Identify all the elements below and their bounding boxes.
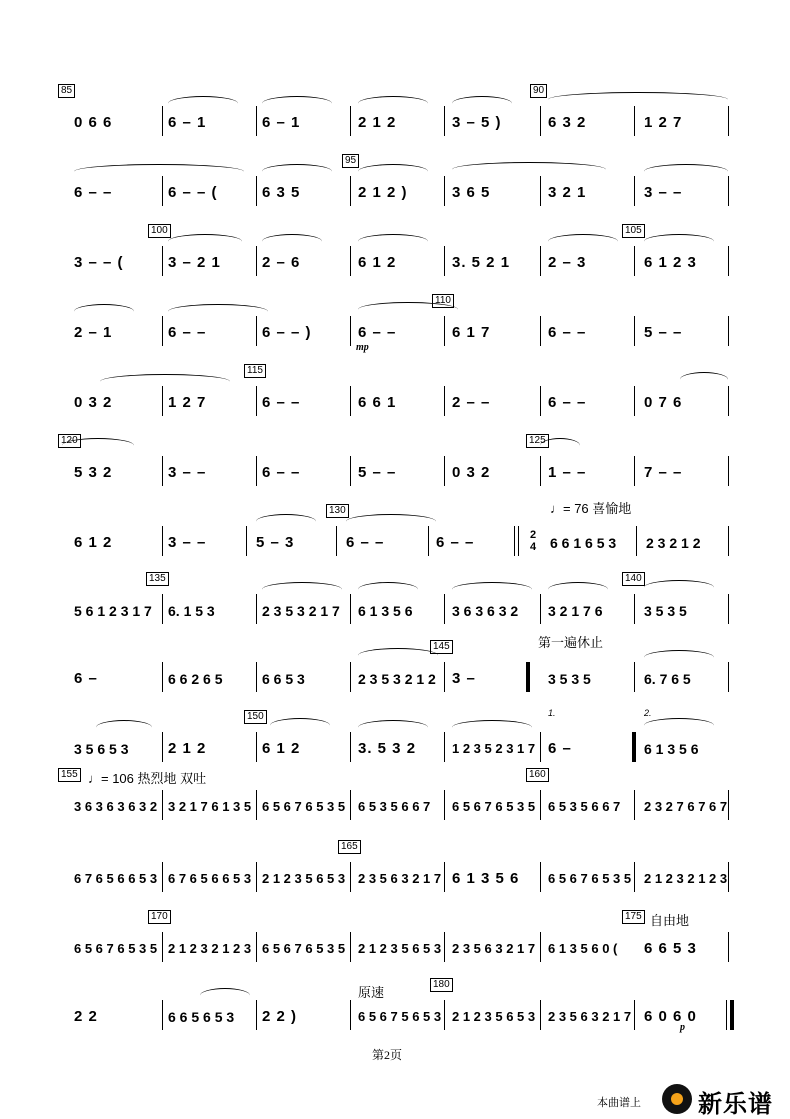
measure: 3. 5 2 1 (452, 254, 511, 271)
slur (452, 162, 606, 177)
measure-number: 95 (342, 154, 359, 168)
measure-number: 160 (526, 768, 549, 782)
barline (636, 526, 637, 556)
section-annotation: 第一遍休止 (538, 635, 604, 650)
measure: 6 – – (262, 394, 301, 411)
barline (540, 106, 541, 136)
measure: 6 5 6 7 6 5 3 5 (548, 871, 632, 886)
measure: 6 6 5 6 5 3 (168, 1009, 235, 1025)
dynamic-marking: p (680, 1022, 685, 1033)
measure: 6 5 3 5 6 6 7 (548, 799, 621, 814)
measure: 6 5 6 7 6 5 3 5 (74, 941, 158, 956)
slur (644, 718, 714, 733)
measure: 3 2 1 7 6 (548, 603, 603, 619)
barline (728, 790, 729, 820)
measure: 1 2 7 (168, 394, 207, 411)
barline (256, 862, 257, 892)
barline (256, 732, 257, 762)
barline (162, 176, 163, 206)
measure: 7 – – (644, 464, 683, 481)
slur (452, 582, 532, 597)
measure: 6. 1 5 3 (168, 603, 215, 619)
barline (728, 456, 729, 486)
measure: 5 3 2 (74, 464, 113, 481)
slur (644, 650, 714, 665)
measure-number: 120 (58, 434, 81, 448)
measure: 6 – – (358, 324, 397, 341)
measure: 0 7 6 (644, 394, 683, 411)
barline (728, 662, 729, 692)
barline (256, 1000, 257, 1030)
barline (728, 862, 729, 892)
barline (728, 594, 729, 624)
score-row-6 (0, 434, 790, 494)
barline (350, 932, 351, 962)
barline (634, 662, 635, 692)
barline (350, 790, 351, 820)
measure: 3 – – (168, 464, 207, 481)
barline (162, 386, 163, 416)
measure: 3 6 5 (452, 184, 491, 201)
measure: 1 2 3 5 2 3 1 7 (452, 741, 536, 756)
slur (548, 92, 728, 107)
time-signature-top: 2 (530, 529, 537, 541)
measure: 2 – 3 (548, 254, 587, 271)
final-barline-thin (726, 1000, 727, 1030)
barline (444, 316, 445, 346)
volta-2: 2. (644, 708, 652, 718)
barline (162, 862, 163, 892)
measure: 6 7 6 5 6 6 5 3 (74, 871, 158, 886)
barline (540, 932, 541, 962)
measure: 2 1 2 (168, 740, 207, 757)
barline (634, 1000, 635, 1030)
score-row-8 (0, 572, 790, 632)
measure: 3 – – ( (74, 254, 124, 271)
measure: 6 6 2 6 5 (168, 671, 223, 687)
measure: 3 5 3 5 (548, 671, 591, 687)
barline (540, 176, 541, 206)
measure: 2 1 2 3 5 6 5 3 (358, 941, 442, 956)
measure: 6. 7 6 5 (644, 671, 691, 687)
score-row-12 (0, 840, 790, 900)
measure-number: 100 (148, 224, 171, 238)
barline (444, 790, 445, 820)
slur (358, 582, 418, 597)
measure: 3 6 3 6 3 6 3 2 (74, 799, 158, 814)
measure: 6 1 3 5 6 0 ( (548, 941, 618, 956)
barline (634, 386, 635, 416)
barline (162, 246, 163, 276)
barline (444, 246, 445, 276)
barline (540, 594, 541, 624)
barline (162, 790, 163, 820)
measure: 5 6 1 2 3 1 7 (74, 603, 152, 619)
measure: 2 1 2 (358, 114, 397, 131)
barline (246, 526, 247, 556)
barline (444, 456, 445, 486)
measure-number: 135 (146, 572, 169, 586)
barline (350, 246, 351, 276)
measure-number: 130 (326, 504, 349, 518)
barline (728, 106, 729, 136)
barline (634, 456, 635, 486)
measure: 6 – – (74, 184, 113, 201)
score-row-9 (0, 635, 790, 700)
repeat-start-barline (526, 662, 530, 692)
barline (634, 246, 635, 276)
measure: 2 1 2 3 2 1 2 3 (168, 941, 252, 956)
slur (168, 96, 238, 111)
measure-number: 85 (58, 84, 75, 98)
measure: 6 1 3 5 6 (358, 603, 413, 619)
vinyl-record-logo-icon (662, 1084, 692, 1114)
measure: 6 3 5 (262, 184, 301, 201)
measure: 6 0 6 0 (644, 1008, 697, 1025)
measure-number: 175 (622, 910, 645, 924)
barline (634, 106, 635, 136)
slur (262, 582, 342, 597)
measure: 5 – 3 (256, 534, 295, 551)
slur (168, 234, 242, 249)
barline (540, 386, 541, 416)
slur (452, 720, 532, 735)
measure: 6 5 6 7 5 6 5 3 (358, 1009, 442, 1024)
score-row-13 (0, 910, 790, 970)
barline (350, 456, 351, 486)
measure: 3 – – (168, 534, 207, 551)
measure: 3 5 6 5 3 (74, 741, 129, 757)
slur (262, 96, 332, 111)
barline (162, 106, 163, 136)
slur (680, 372, 728, 387)
measure: 6 1 7 (452, 324, 491, 341)
barline (162, 594, 163, 624)
barline (540, 1000, 541, 1030)
measure: 6 6 5 3 (262, 671, 305, 687)
barline (350, 1000, 351, 1030)
slur (358, 720, 428, 735)
tempo-annotation: 原速 (358, 985, 385, 1000)
slur (452, 96, 512, 111)
slur (256, 514, 316, 529)
measure: 2 1 2 3 2 1 2 3 (644, 871, 728, 886)
barline (162, 1000, 163, 1030)
barline (540, 862, 541, 892)
slur (644, 580, 714, 595)
barline (634, 790, 635, 820)
measure: 6 1 2 (358, 254, 397, 271)
barline (634, 862, 635, 892)
measure: 0 6 6 (74, 114, 113, 131)
barline (728, 176, 729, 206)
slur (548, 234, 618, 249)
measure: 3 5 3 5 (644, 603, 687, 619)
measure: 2 – 1 (74, 324, 113, 341)
barline (428, 526, 429, 556)
barline (728, 526, 729, 556)
slur (644, 164, 728, 179)
expression-annotation: 自由地 (650, 913, 690, 928)
barline (350, 862, 351, 892)
dynamic-marking: mp (356, 342, 369, 353)
measure: 6 1 2 (74, 534, 113, 551)
slur (262, 234, 322, 249)
slur (358, 234, 428, 249)
measure: 2 3 5 3 2 1 2 (358, 671, 436, 687)
score-row-11 (0, 768, 790, 828)
barline (444, 662, 445, 692)
repeat-end-barline (632, 732, 636, 762)
barline (444, 932, 445, 962)
measure: 6 – (548, 740, 572, 757)
page-number: 第2页 (372, 1048, 403, 1062)
measure-number: 90 (530, 84, 547, 98)
barline (634, 176, 635, 206)
measure-number: 155 (58, 768, 81, 782)
slur (168, 304, 268, 319)
measure: 2 3 5 6 3 2 1 7 (452, 941, 536, 956)
measure: 0 3 2 (74, 394, 113, 411)
measure: 2 1 2 ) (358, 184, 408, 201)
slur (644, 234, 714, 249)
measure: 6 – 1 (262, 114, 301, 131)
barline (444, 862, 445, 892)
measure: 6 – – (262, 464, 301, 481)
measure: 6 – – ) (262, 324, 312, 341)
measure: 6 3 2 (548, 114, 587, 131)
barline (518, 526, 519, 556)
measure: 6 – (74, 670, 98, 687)
measure: 5 – – (644, 324, 683, 341)
barline (444, 1000, 445, 1030)
slur (358, 648, 438, 663)
score-row-2 (0, 154, 790, 214)
measure: 2 1 2 3 5 6 5 3 (262, 871, 346, 886)
barline (256, 932, 257, 962)
measure-number: 170 (148, 910, 171, 924)
barline (256, 106, 257, 136)
tempo-marking: ♩= 76 喜愉地 (550, 501, 632, 516)
measure: 3 – (452, 670, 476, 687)
slur (96, 720, 152, 735)
slur (270, 718, 330, 733)
slur (358, 302, 458, 317)
barline (256, 790, 257, 820)
barline (256, 594, 257, 624)
score-row-3 (0, 224, 790, 284)
measure: 5 – – (358, 464, 397, 481)
barline (444, 386, 445, 416)
measure: 2 – – (452, 394, 491, 411)
measure: 6 5 6 7 6 5 3 5 (262, 799, 346, 814)
measure: 6 6 1 (358, 394, 397, 411)
barline (540, 456, 541, 486)
measure: 2 3 5 3 2 1 7 (262, 603, 340, 619)
measure-number: 165 (338, 840, 361, 854)
measure-number: 110 (432, 294, 454, 308)
barline (350, 732, 351, 762)
barline (162, 662, 163, 692)
measure: 2 2 ) (262, 1008, 298, 1025)
measure: 6 – – (346, 534, 385, 551)
barline (162, 316, 163, 346)
barline (162, 732, 163, 762)
barline (540, 732, 541, 762)
measure: 3. 5 3 2 (358, 740, 417, 757)
measure: 1 2 7 (644, 114, 683, 131)
barline (634, 316, 635, 346)
score-row-14 (0, 978, 790, 1038)
slur (548, 582, 608, 597)
barline (256, 456, 257, 486)
measure-number: 145 (430, 640, 453, 654)
barline (444, 732, 445, 762)
slur (200, 988, 250, 1003)
barline (350, 106, 351, 136)
barline (540, 790, 541, 820)
measure: 2 3 2 1 2 (646, 535, 701, 551)
barline (350, 386, 351, 416)
barline (540, 316, 541, 346)
measure: 6 – – (548, 394, 587, 411)
slur (346, 514, 436, 529)
measure-number: 180 (430, 978, 453, 992)
score-row-10 (0, 710, 790, 770)
barline (336, 526, 337, 556)
barline (256, 662, 257, 692)
slur (358, 96, 428, 111)
barline (350, 662, 351, 692)
slur (540, 438, 580, 453)
barline (256, 176, 257, 206)
score-row-7 (0, 501, 790, 564)
measure: 1 – – (548, 464, 587, 481)
barline (728, 386, 729, 416)
barline (162, 526, 163, 556)
barline (514, 526, 515, 556)
slur (100, 374, 230, 389)
measure: 6 1 2 3 (644, 254, 697, 271)
measure: 6 – – (548, 324, 587, 341)
measure: 6 7 6 5 6 6 5 3 (168, 871, 252, 886)
measure: 0 3 2 (452, 464, 491, 481)
brand-caption: 本曲谱上 (597, 1097, 641, 1109)
tempo-marking: ♩= 106 热烈地 双吐 (88, 771, 207, 786)
barline (256, 386, 257, 416)
barline (162, 932, 163, 962)
measure: 3 2 1 7 6 1 3 5 (168, 799, 252, 814)
measure: 2 – 6 (262, 254, 301, 271)
measure: 6 – 1 (168, 114, 207, 131)
barline (444, 106, 445, 136)
score-row-1 (0, 84, 790, 144)
measure-number: 105 (622, 224, 645, 238)
barline (350, 176, 351, 206)
brand-name: 新乐谱 (698, 1091, 773, 1118)
barline (350, 594, 351, 624)
slur (262, 164, 332, 179)
measure: 6 5 6 7 6 5 3 5 (452, 799, 536, 814)
slur (358, 164, 428, 179)
measure: 6 6 5 3 (644, 940, 697, 957)
measure: 3 – – (644, 184, 683, 201)
barline (162, 456, 163, 486)
measure-number: 150 (244, 710, 267, 724)
measure: 6 5 3 5 6 6 7 (358, 799, 431, 814)
measure-number: 125 (526, 434, 549, 448)
barline (728, 316, 729, 346)
measure: 3 – 2 1 (168, 254, 221, 271)
barline (444, 594, 445, 624)
measure: 3 2 1 (548, 184, 587, 201)
barline (728, 932, 729, 962)
measure: 6 – – (436, 534, 475, 551)
measure: 2 3 5 6 3 2 1 7 (548, 1009, 632, 1024)
final-barline-thick (730, 1000, 734, 1030)
score-row-5 (0, 364, 790, 424)
barline (444, 176, 445, 206)
measure-number: 115 (244, 364, 266, 378)
measure: 3 – 5 ) (452, 114, 502, 131)
measure: 2 2 (74, 1008, 98, 1025)
measure: 6 – – (168, 324, 207, 341)
measure: 6 1 2 (262, 740, 301, 757)
measure: 6 1 3 5 6 (452, 870, 520, 887)
measure: 6 1 3 5 6 (644, 741, 699, 757)
slur (62, 438, 134, 453)
score-row-4 (0, 294, 790, 354)
barline (728, 246, 729, 276)
slur (74, 304, 134, 319)
measure: 2 1 2 3 5 6 5 3 (452, 1009, 536, 1024)
measure: 6 – – ( (168, 184, 218, 201)
barline (634, 594, 635, 624)
slur (74, 164, 244, 179)
volta-1: 1. (548, 708, 556, 718)
measure: 3 6 3 6 3 2 (452, 603, 519, 619)
measure: 6 6 1 6 5 3 (550, 535, 617, 551)
measure: 6 5 6 7 6 5 3 5 (262, 941, 346, 956)
barline (256, 316, 257, 346)
measure-number: 140 (622, 572, 645, 586)
barline (256, 246, 257, 276)
time-signature-bottom: 4 (530, 541, 537, 553)
measure: 2 3 5 6 3 2 1 7 (358, 871, 442, 886)
barline (540, 246, 541, 276)
barline (350, 316, 351, 346)
measure: 2 3 2 7 6 7 6 7 (644, 799, 728, 814)
